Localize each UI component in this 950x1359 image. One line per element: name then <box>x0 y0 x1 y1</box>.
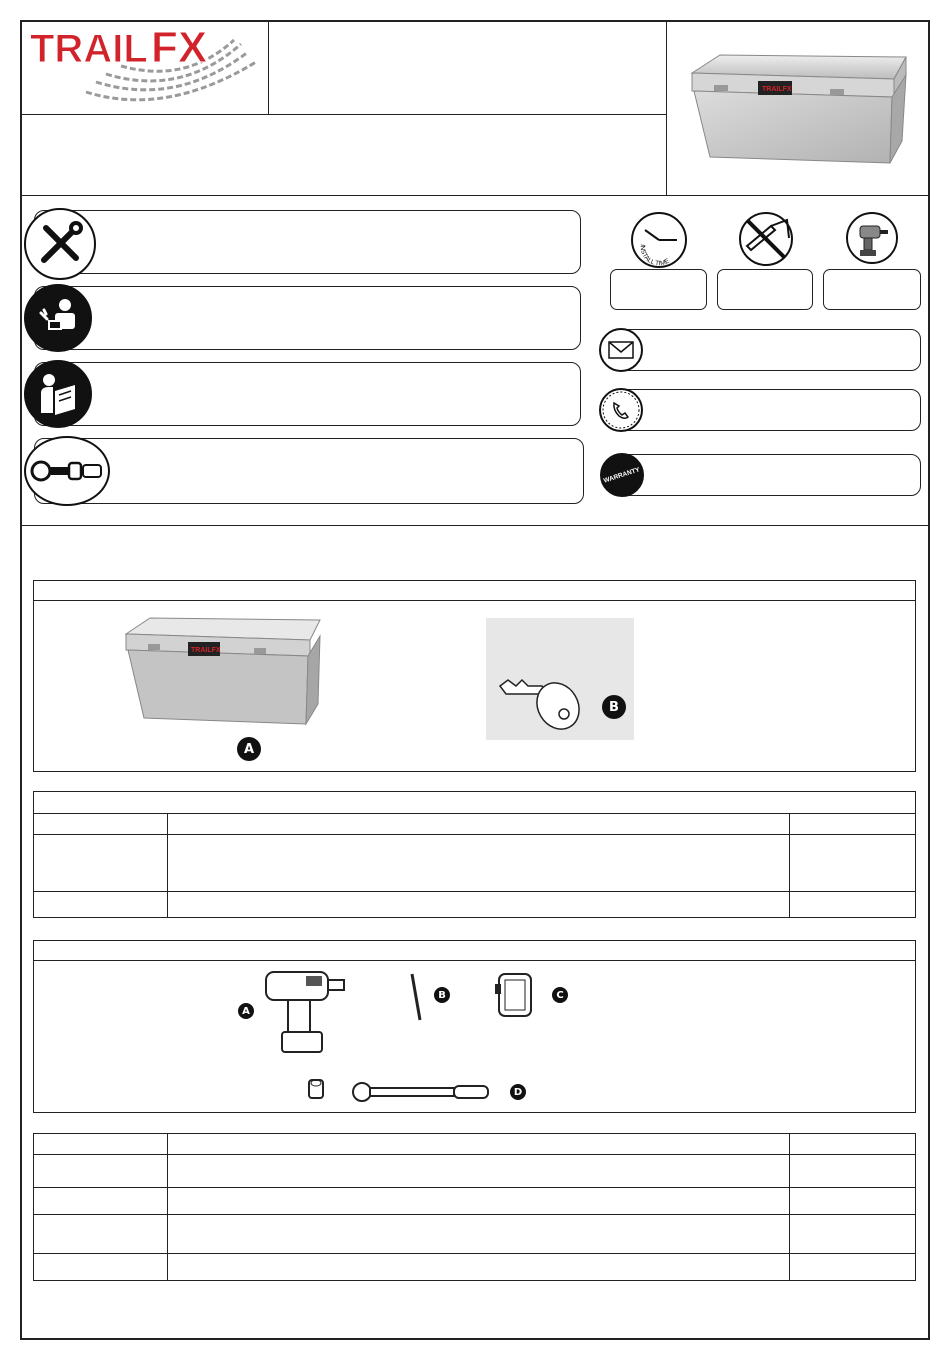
table-cell <box>34 891 168 917</box>
mechanic-icon <box>24 284 92 352</box>
table-cell <box>790 835 916 891</box>
no-cutting-icon <box>735 210 797 268</box>
info-box-professional <box>34 286 581 350</box>
warranty-box <box>612 454 921 496</box>
table-cell <box>34 1215 168 1254</box>
table-cell <box>790 891 916 917</box>
logo-text <box>26 22 27 23</box>
table-cell <box>790 1254 916 1281</box>
parts-list-table <box>33 791 916 918</box>
phone-icon <box>599 388 643 432</box>
drill-icon <box>846 212 898 264</box>
part-a-label: A <box>237 737 261 761</box>
table-header-cell <box>790 814 916 835</box>
table-cell <box>34 1254 168 1281</box>
install-time-box <box>610 269 707 310</box>
table-header-cell <box>790 1134 916 1155</box>
tools-icon <box>24 208 96 280</box>
table-header-cell <box>168 1134 790 1155</box>
table-cell <box>168 891 790 917</box>
brand-logo <box>26 22 262 110</box>
tool-b-label: B <box>434 987 450 1003</box>
info-box-manual <box>34 362 581 426</box>
cordless-drill-image <box>258 966 348 1058</box>
tape-measure-image <box>493 970 537 1020</box>
tool-d-label: D <box>510 1084 526 1100</box>
table-cell <box>790 1155 916 1188</box>
part-a-toolbox-image <box>120 612 330 732</box>
svg-text:TRAILFX: TRAILFX <box>191 647 221 654</box>
table-cell <box>34 1188 168 1215</box>
clock-icon <box>631 212 687 268</box>
table-cell <box>168 1155 790 1188</box>
table-cell <box>34 1155 168 1188</box>
header-divider <box>20 195 930 196</box>
table-cell <box>168 835 790 891</box>
part-b-key-image <box>486 618 634 740</box>
svg-text:TRAILFX: TRAILFX <box>762 86 792 93</box>
table-header-cell <box>168 814 790 835</box>
warranty-icon <box>600 453 644 497</box>
info-box-torque <box>34 438 584 504</box>
header-divider <box>268 20 269 115</box>
header-divider <box>20 114 666 115</box>
svg-text:INSTALL TIME <box>639 244 672 266</box>
install-time-label: INSTALL TIME <box>638 243 671 266</box>
socket-image <box>306 1078 326 1100</box>
warranty-label: WARRANTY <box>603 465 641 485</box>
tools-box-header-line <box>33 960 916 961</box>
torque-wrench-icon <box>24 436 110 506</box>
table-cell <box>168 1254 790 1281</box>
table-cell <box>34 835 168 891</box>
table-title-row <box>34 792 916 814</box>
toolbox-image <box>680 45 916 175</box>
tools-list-table <box>33 1133 916 1281</box>
part-b-label: B <box>602 695 626 719</box>
section-divider <box>20 525 930 526</box>
read-manual-icon <box>24 360 92 428</box>
tool-c-label: C <box>552 987 568 1003</box>
svg-text:FX: FX <box>151 23 208 72</box>
table-cell <box>168 1215 790 1254</box>
table-cell <box>168 1188 790 1215</box>
drill-box <box>823 269 921 310</box>
table-header-cell <box>34 814 168 835</box>
ratchet-image <box>350 1080 492 1104</box>
table-cell <box>790 1188 916 1215</box>
envelope-icon <box>599 328 643 372</box>
info-box-tools <box>34 210 581 274</box>
parts-box-header-line <box>33 600 916 601</box>
email-box <box>612 329 921 371</box>
table-cell <box>790 1215 916 1254</box>
drill-bit-image <box>408 972 424 1022</box>
phone-box <box>612 389 921 431</box>
cutting-box <box>717 269 813 310</box>
table-header-cell <box>34 1134 168 1155</box>
svg-text:TRAIL: TRAIL <box>30 27 148 71</box>
header-divider <box>666 20 667 196</box>
tool-a-label: A <box>238 1003 254 1019</box>
